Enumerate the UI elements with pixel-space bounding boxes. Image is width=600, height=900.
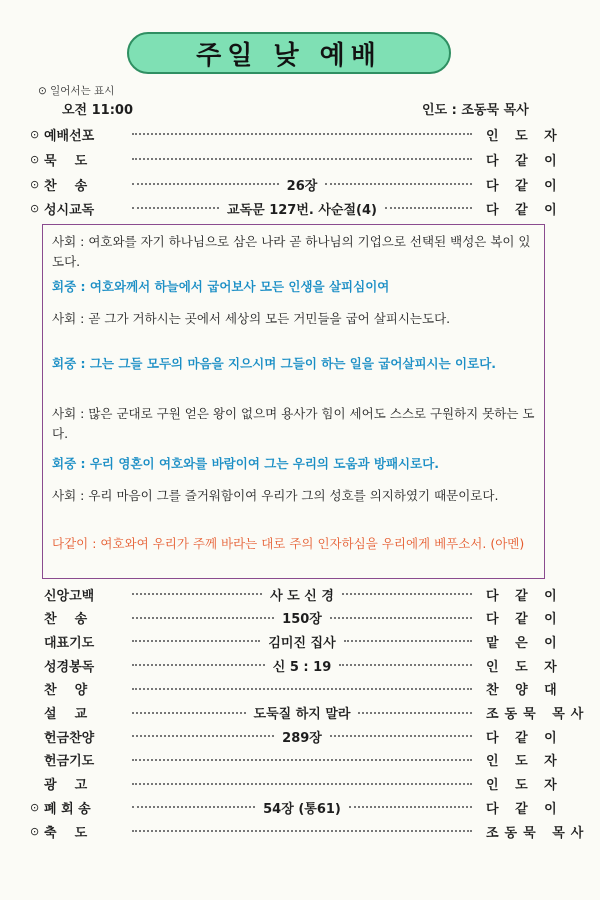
- leader-dots: [342, 593, 472, 595]
- order-row: [30, 198, 562, 218]
- order-item-detail: 김미진 집사: [268, 635, 336, 651]
- leader-dots: [132, 806, 255, 808]
- order-item-detail: 신 5 : 19: [272, 659, 332, 675]
- order-item-label: 설 교: [44, 707, 88, 722]
- responsive-text: 그는 그들 모두의 마음을 지으시며 그들이 하는 일을 굽어살피시는 이로다.: [89, 356, 497, 371]
- leader-dots: [132, 712, 246, 714]
- order-item-label: 찬 송: [44, 612, 88, 628]
- responsive-line: 회중 : 여호와께서 하늘에서 굽어보사 모든 인생을 살피심이여: [52, 279, 390, 294]
- order-item-person: 인 도 자: [486, 128, 563, 144]
- leader-dots: [132, 207, 219, 209]
- leader-dots: [349, 806, 472, 808]
- order-item-label: 성시교독: [44, 202, 95, 218]
- leader-dots: [132, 158, 472, 160]
- responsive-role: 사회: [52, 234, 77, 249]
- responsive-text: 많은 군대로 구원 얻은 왕이 없으며 용사가 힘이 세어도 스스로 구원하지 못하는 도다.: [52, 406, 535, 441]
- leader-dots: [132, 640, 260, 642]
- order-item-person: 인 도 자: [486, 754, 563, 770]
- order-item-label: 폐 회 송: [44, 801, 91, 817]
- leader-dots: [344, 640, 472, 642]
- order-item-label: 예배선포: [44, 128, 95, 144]
- responsive-role: 사회: [52, 488, 77, 503]
- page-title: 주일 낮 예배: [127, 32, 451, 74]
- order-item-label: 광 고: [44, 778, 88, 794]
- order-row: [30, 584, 562, 604]
- order-item-person: 조동묵 목사: [486, 825, 590, 841]
- order-item-person: 인 도 자: [486, 778, 563, 794]
- leader-dots: [132, 183, 279, 185]
- standing-mark: ⊙: [30, 800, 40, 814]
- order-item-person: 다 같 이: [486, 588, 563, 604]
- order-item-person: 다 같 이: [486, 178, 563, 194]
- order-item-detail: 289장: [282, 730, 322, 746]
- standing-mark: ⊙: [30, 201, 40, 215]
- responsive-text: 여호와께서 하늘에서 굽어보사 모든 인생을 살피심이여: [89, 279, 390, 294]
- leader-dots: [132, 735, 274, 737]
- leader-dots: [132, 830, 472, 832]
- standing-mark: ⊙: [30, 127, 40, 141]
- responsive-text: 우리 마음이 그를 즐거워함이여 우리가 그의 성호를 의지하였기 때문이로다.: [88, 488, 499, 503]
- order-item-person: 맡 은 이: [486, 635, 563, 651]
- standing-legend: ⊙ 일어서는 표시: [38, 85, 115, 97]
- responsive-role: 사회: [52, 406, 77, 421]
- responsive-text: 여호와여 우리가 주께 바라는 대로 주의 인자하심을 우리에게 베푸소서. (아멘): [100, 536, 525, 551]
- responsive-role: 회중: [52, 456, 77, 471]
- responsive-role: 회중: [52, 356, 77, 371]
- order-row: [30, 726, 562, 746]
- order-row: [30, 703, 590, 723]
- order-item-label: 신앙고백: [44, 588, 95, 604]
- leader-dots: [339, 664, 472, 666]
- service-time: 오전 11:00: [62, 103, 134, 118]
- leader-dots: [330, 735, 472, 737]
- order-item-detail: 사 도 신 경: [270, 588, 334, 604]
- order-item-detail: 54장 (통61): [263, 801, 341, 817]
- order-item-detail: 교독문 127번. 사순절(4): [227, 202, 377, 218]
- responsive-text: 곧 그가 거하시는 곳에서 세상의 모든 거민들을 굽어 살피시는도다.: [88, 311, 451, 326]
- order-item-label: 헌금기도: [44, 754, 95, 770]
- order-item-detail: 도둑질 하지 말라: [253, 707, 351, 722]
- responsive-line: 사회 : 곧 그가 거하시는 곳에서 세상의 모든 거민들을 굽어 살피시는도다.: [52, 311, 451, 326]
- order-item-detail: 26장: [286, 178, 318, 194]
- order-row: [30, 750, 562, 770]
- responsive-line: 사회 : 많은 군대로 구원 얻은 왕이 없으며 용사가 힘이 세어도 스스로 구원하지 못하는 도다.: [52, 406, 535, 441]
- order-item-person: 인 도 자: [486, 659, 563, 675]
- order-row: [30, 631, 562, 651]
- order-item-detail: 150장: [282, 612, 322, 628]
- leader-dots: [325, 183, 472, 185]
- leader-dots: [132, 593, 262, 595]
- leader-dots: [358, 712, 472, 714]
- leader-dots: [132, 133, 472, 135]
- leader-dots: [132, 664, 265, 666]
- service-leader: 인도 : 조동묵 목사: [422, 103, 529, 118]
- leader-dots: [330, 617, 472, 619]
- standing-mark: ⊙: [30, 824, 40, 838]
- order-row: [30, 124, 562, 144]
- standing-mark: ⊙: [30, 177, 40, 191]
- standing-mark: ⊙: [30, 152, 40, 166]
- order-item-label: 묵 도: [44, 153, 88, 169]
- order-item-label: 성경봉독: [44, 659, 95, 675]
- leader-dots: [385, 207, 472, 209]
- order-item-label: 찬 양: [44, 683, 88, 699]
- order-item-label: 대표기도: [44, 635, 95, 651]
- responsive-line: 다같이 : 여호와여 우리가 주께 바라는 대로 주의 인자하심을 우리에게 베푸소서. (아멘): [52, 536, 525, 551]
- order-row: [30, 174, 562, 194]
- order-item-person: 다 같 이: [486, 612, 563, 628]
- leader-dots: [132, 617, 274, 619]
- responsive-line: 사회 : 여호와를 자기 하나님으로 삼은 나라 곧 하나님의 기업으로 선택된 백성은 복이 있도다.: [52, 234, 531, 269]
- order-row: [30, 797, 562, 817]
- order-row: [30, 655, 562, 675]
- responsive-role: 회중: [52, 279, 77, 294]
- order-item-label: 헌금찬양: [44, 730, 95, 746]
- order-item-person: 찬 양 대: [486, 683, 563, 699]
- order-item-person: 조동묵 목사: [486, 707, 590, 722]
- responsive-line: 회중 : 그는 그들 모두의 마음을 지으시며 그들이 하는 일을 굽어살피시는 이로다.: [52, 356, 497, 371]
- leader-dots: [132, 783, 472, 785]
- order-row: [30, 679, 562, 699]
- responsive-role: 사회: [52, 311, 77, 326]
- responsive-line: 회중 : 우리 영혼이 여호와를 바람이여 그는 우리의 도움과 방패시로다.: [52, 456, 440, 471]
- order-row: [30, 774, 562, 794]
- order-item-person: 다 같 이: [486, 202, 563, 218]
- responsive-text: 여호와를 자기 하나님으로 삼은 나라 곧 하나님의 기업으로 선택된 백성은 복이 있도다.: [52, 234, 531, 269]
- order-item-label: 찬 송: [44, 178, 88, 194]
- leader-dots: [132, 759, 472, 761]
- leader-dots: [132, 688, 472, 690]
- order-item-label: 축 도: [44, 825, 88, 841]
- responsive-line: 사회 : 우리 마음이 그를 즐거워함이여 우리가 그의 성호를 의지하였기 때문이로다.: [52, 488, 499, 503]
- order-row: [30, 608, 562, 628]
- order-item-person: 다 같 이: [486, 801, 563, 817]
- order-item-person: 다 같 이: [486, 153, 563, 169]
- order-item-person: 다 같 이: [486, 730, 563, 746]
- responsive-text: 우리 영혼이 여호와를 바람이여 그는 우리의 도움과 방패시로다.: [89, 456, 440, 471]
- responsive-role: 다같이: [52, 536, 89, 551]
- order-row: [30, 149, 562, 169]
- order-row: [30, 821, 590, 841]
